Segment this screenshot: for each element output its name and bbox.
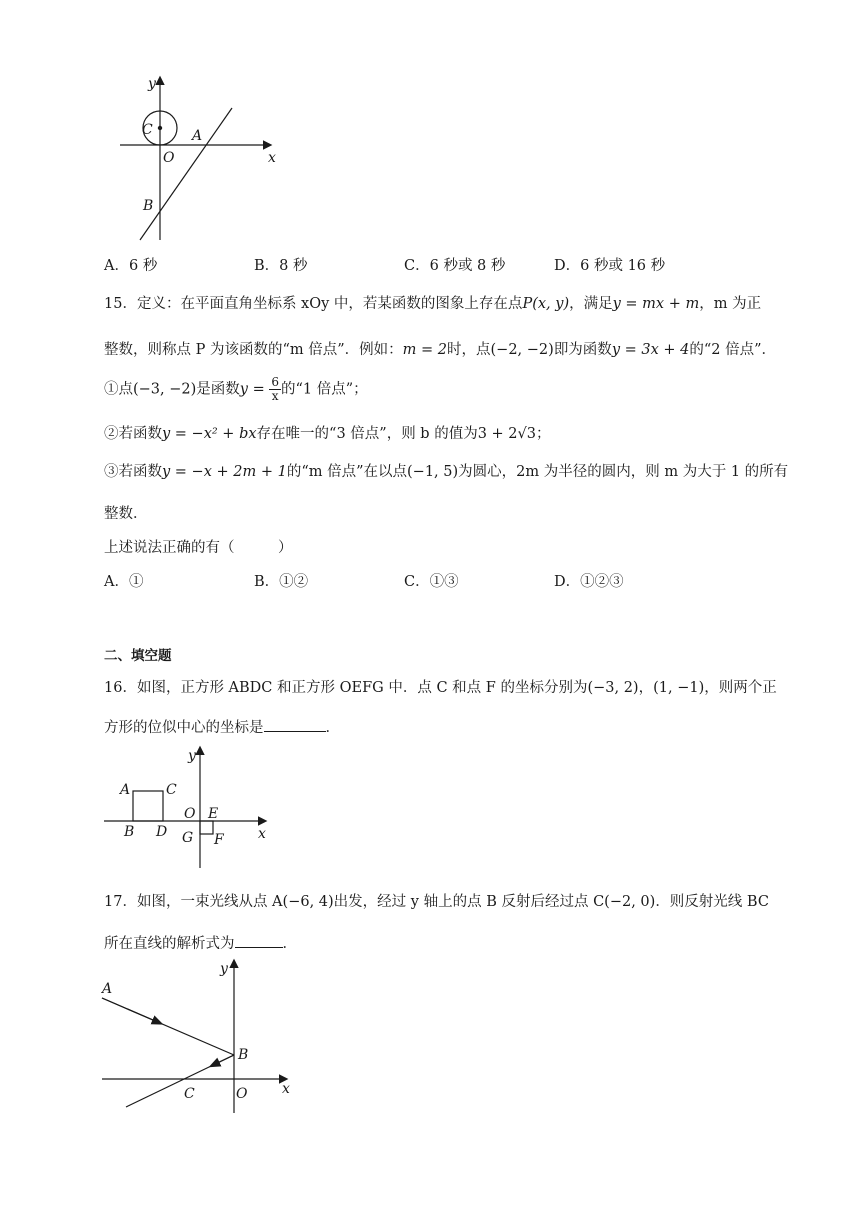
label-o: O: [236, 1086, 248, 1102]
q16-figure: [100, 740, 280, 875]
q14-option-b: [254, 254, 308, 275]
label-y: y: [148, 76, 156, 92]
q15-text: 上述说法正确的有（ ）: [104, 540, 293, 556]
q15-text: 是函数: [196, 381, 240, 398]
option-label: C．: [404, 258, 430, 274]
q15-text: ②若函数: [104, 426, 162, 442]
q15-option-c: [404, 570, 459, 591]
label-x: x: [282, 1081, 290, 1097]
answer-blank[interactable]: [235, 933, 283, 948]
label-a: A: [120, 782, 131, 798]
q17-a-coord: (−6, 4): [282, 894, 334, 910]
option-text: 6 秒或 8 秒: [429, 258, 506, 274]
label-y: y: [188, 748, 196, 764]
label-b: B: [238, 1047, 249, 1063]
q15-text: 为圆心，2m 为半径的圆内，则 m 为大于 1 的所有: [458, 464, 789, 480]
q16-text: ，则两个正: [704, 680, 777, 696]
label-e: E: [208, 806, 219, 822]
q15-text: ；: [536, 426, 551, 442]
label-o: O: [163, 150, 175, 166]
option-text: ①: [128, 574, 144, 590]
label-c: C: [184, 1086, 195, 1102]
q15-statement-1: [104, 376, 368, 403]
q17-text: ．: [282, 936, 297, 952]
option-label: A．: [104, 574, 129, 590]
label-x: x: [268, 150, 276, 166]
q17-c-coord: (−2, 0): [604, 894, 656, 910]
q15-statement-3: [104, 460, 788, 481]
q15-text: 时，点: [447, 342, 491, 358]
q15-text: ③若函数: [104, 464, 162, 480]
option-text: 6 秒或 16 秒: [580, 258, 666, 274]
q17-text: 出发，经过 y 轴上的点 B 反射后经过点 C: [333, 894, 605, 910]
q15-option-d: [554, 570, 624, 591]
option-label: D．: [554, 258, 581, 274]
q15-statement-2: [104, 422, 551, 443]
q15-text: 的“2 倍点”．: [689, 342, 777, 358]
q17-figure: [98, 955, 308, 1120]
label-b: B: [124, 824, 135, 840]
q15-text: 整数．: [104, 506, 148, 522]
option-text: 8 秒: [279, 258, 308, 274]
fraction: [269, 376, 281, 403]
q15-pt2: (−2, −2): [490, 342, 554, 358]
option-label: B．: [254, 574, 280, 590]
q15-eq3: y = 3x + 4: [611, 342, 690, 358]
q15-text: 的“1 倍点”；: [281, 381, 368, 398]
q17-line-1: [104, 890, 769, 911]
option-text: ①②: [279, 574, 309, 590]
q15-text: 的“m 倍点”在以点: [286, 464, 408, 480]
q15-s2-val: 3 + 2√3: [477, 426, 536, 442]
q16-c-coord: (−3, 2): [587, 680, 639, 696]
q14-option-a: [104, 254, 157, 275]
q14-option-c: [404, 254, 505, 275]
label-g: G: [182, 830, 194, 846]
numerator: 6: [271, 375, 279, 389]
q15-eq1: y = mx + m: [612, 296, 700, 312]
section-heading: 二、填空题: [104, 648, 172, 664]
line-ab: [140, 108, 232, 240]
q16-f-coord: (1, −1): [653, 680, 705, 696]
reflected-arrow: [214, 1055, 234, 1065]
q14-figure: [110, 70, 290, 245]
square-oefg: [200, 821, 213, 834]
option-label: A．: [104, 258, 129, 274]
label-x: x: [258, 826, 266, 842]
label-b: B: [143, 198, 154, 214]
q17-text: 所在直线的解析式为: [104, 936, 235, 952]
q15-s1-point: (−3, −2): [133, 381, 197, 398]
q15-text: 15．定义：在平面直角坐标系 xOy 中，若某函数的图象上存在点: [104, 296, 523, 312]
label-d: D: [156, 824, 168, 840]
q16-text: 方形的位似中心的坐标是: [104, 720, 264, 736]
q16-text: 16．如图，正方形 ABDC 和正方形 OEFG 中．点 C 和点 F 的坐标分别为: [104, 680, 588, 696]
label-a: A: [192, 128, 203, 144]
denominator: x: [271, 389, 279, 403]
label-a: A: [102, 981, 113, 997]
label-c: C: [142, 122, 153, 138]
q15-option-b: [254, 570, 308, 591]
q15-text: ，m 为正: [699, 296, 762, 312]
incident-arrow: [102, 998, 158, 1022]
q15-point-p: P(x, y): [522, 296, 570, 312]
q15-line-1: [104, 292, 761, 313]
label-y: y: [220, 961, 228, 977]
q15-option-a: [104, 570, 143, 591]
option-text: ①②③: [580, 574, 624, 590]
q15-s3-point: (−1, 5): [407, 464, 459, 480]
q16-text: ．: [325, 720, 340, 736]
q15-text: 即为函数: [553, 342, 612, 358]
q15-s3-fn: y = −x + 2m + 1: [162, 464, 287, 480]
q15-s1-fn: y =: [239, 381, 265, 398]
square-abdc: [133, 791, 163, 821]
option-text: ①③: [429, 574, 459, 590]
label-f: F: [214, 832, 224, 848]
option-text: 6 秒: [128, 258, 158, 274]
center-point-c: [158, 126, 162, 130]
q16-line-1: [104, 676, 777, 697]
q15-text: 存在唯一的“3 倍点”，则 b 的值为: [256, 426, 478, 442]
option-label: D．: [554, 574, 581, 590]
q17-text: 17．如图，一束光线从点 A: [104, 894, 283, 910]
q15-eq2: m = 2: [402, 342, 448, 358]
q15-text: ①点: [104, 381, 133, 398]
q14-option-d: [554, 254, 665, 275]
q15-line-2: [104, 338, 776, 359]
answer-blank[interactable]: [264, 717, 326, 732]
q17-text: ．则反射光线 BC: [655, 894, 769, 910]
option-label: B．: [254, 258, 280, 274]
q15-s2-fn: y = −x² + bx: [162, 426, 257, 442]
label-o: O: [184, 806, 196, 822]
q15-text: ，满足: [569, 296, 613, 312]
label-c: C: [166, 782, 177, 798]
q15-statement-3-cont: [104, 502, 148, 523]
q16-line-2: [104, 716, 340, 737]
q15-ask: [104, 536, 293, 557]
q15-text: 整数，则称点 P 为该函数的“m 倍点”．例如：: [104, 342, 403, 358]
q17-line-2: [104, 932, 297, 953]
q16-text: ，: [638, 680, 654, 696]
option-label: C．: [404, 574, 430, 590]
